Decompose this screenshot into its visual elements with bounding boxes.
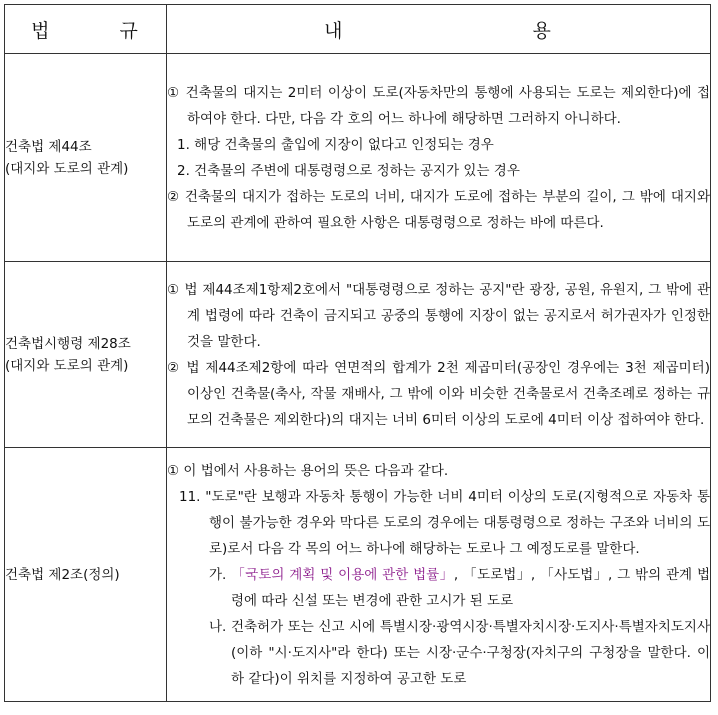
paragraph: ② 건축물의 대지가 접하는 도로의 너비, 대지가 도로에 접하는 부분의 길이, 그 밖에 대지와 도로의 관계에 관하여 필요한 사항은 대통령령으로 정하는 바에 따른다.: [167, 188, 710, 231]
law-label: 건축법 제44조 (대지와 도로의 관계): [5, 54, 167, 262]
law-label: 건축법 제2조(정의): [5, 448, 167, 702]
sub-item-na: 나. 건축허가 또는 신고 시에 특별시장·광역시장·특별자치시장·도지사·특별자치도지사(이하 "시·도지사"라 한다) 또는 시장·군수·구청장(자치구의 구청장을 말한다. 이하 같다)이 위치를 지정하여 공고한 도로: [209, 618, 710, 687]
list-item: 2. 건축물의 주변에 대통령령으로 정하는 공지가 있는 경우: [177, 162, 520, 179]
law-label: 건축법시행령 제28조 (대지와 도로의 관계): [5, 262, 167, 448]
paragraph: ① 법 제44조제1항제2호에서 "대통령령으로 정하는 공지"란 광장, 공원, 유원지, 그 밖에 관계 법령에 따라 건축이 금지되고 공중의 통행에 지장이 없는 공지로서 허가권자가 인정한 것을 말한다.: [167, 281, 710, 350]
paragraph: ② 법 제44조제2항에 따라 연면적의 합계가 2천 제곱미터(공장인 경우에는 3천 제곱미터) 이상인 건축물(축사, 작물 재배사, 그 밖에 이와 비슷한 건축물로서 건축조례로 정하는 규모의 건축물은 제외한다)의 대지는 너비 6미터 이상의 도로에 4미터 이상 접하여야 한다.: [167, 359, 710, 428]
table-row: [5, 54, 711, 262]
law-table: [4, 4, 711, 702]
law-content: [167, 448, 711, 702]
header-row: [5, 5, 711, 54]
list-item: 1. 해당 건축물의 출입에 지장이 없다고 인정되는 경우: [177, 136, 494, 153]
paragraph: ① 건축물의 대지는 2미터 이상이 도로(자동차만의 통행에 사용되는 도로는 제외한다)에 접하여야 한다. 다만, 다음 각 호의 어느 하나에 해당하면 그러하지 아니하다.: [167, 84, 710, 127]
sub-item-ga: 가. 「국토의 계획 및 이용에 관한 법률」, 「도로법」, 「사도법」, 그 밖의 관계 법령에 따라 신설 또는 변경에 관한 고시가 된 도로: [209, 566, 710, 609]
law-content: [167, 54, 711, 262]
paragraph: ① 이 법에서 사용하는 용어의 뜻은 다음과 같다.: [167, 462, 449, 479]
header-law: 법 규: [5, 5, 167, 54]
table-row: [5, 448, 711, 702]
header-content: 내 용: [167, 5, 711, 54]
table-row: [5, 262, 711, 448]
law-content: [167, 262, 711, 448]
law-reference: 「국토의 계획 및 이용에 관한 법률」: [231, 566, 454, 583]
list-item: 11. "도로"란 보행과 자동차 통행이 가능한 너비 4미터 이상의 도로(지형적으로 자동차 통행이 불가능한 경우와 막다른 도로의 경우에는 대통령령으로 정하는 구조와 너비의 도로)로서 다음 각 목의 어느 하나에 해당하는 도로나 그 예정도로를 말한다.: [179, 488, 710, 557]
